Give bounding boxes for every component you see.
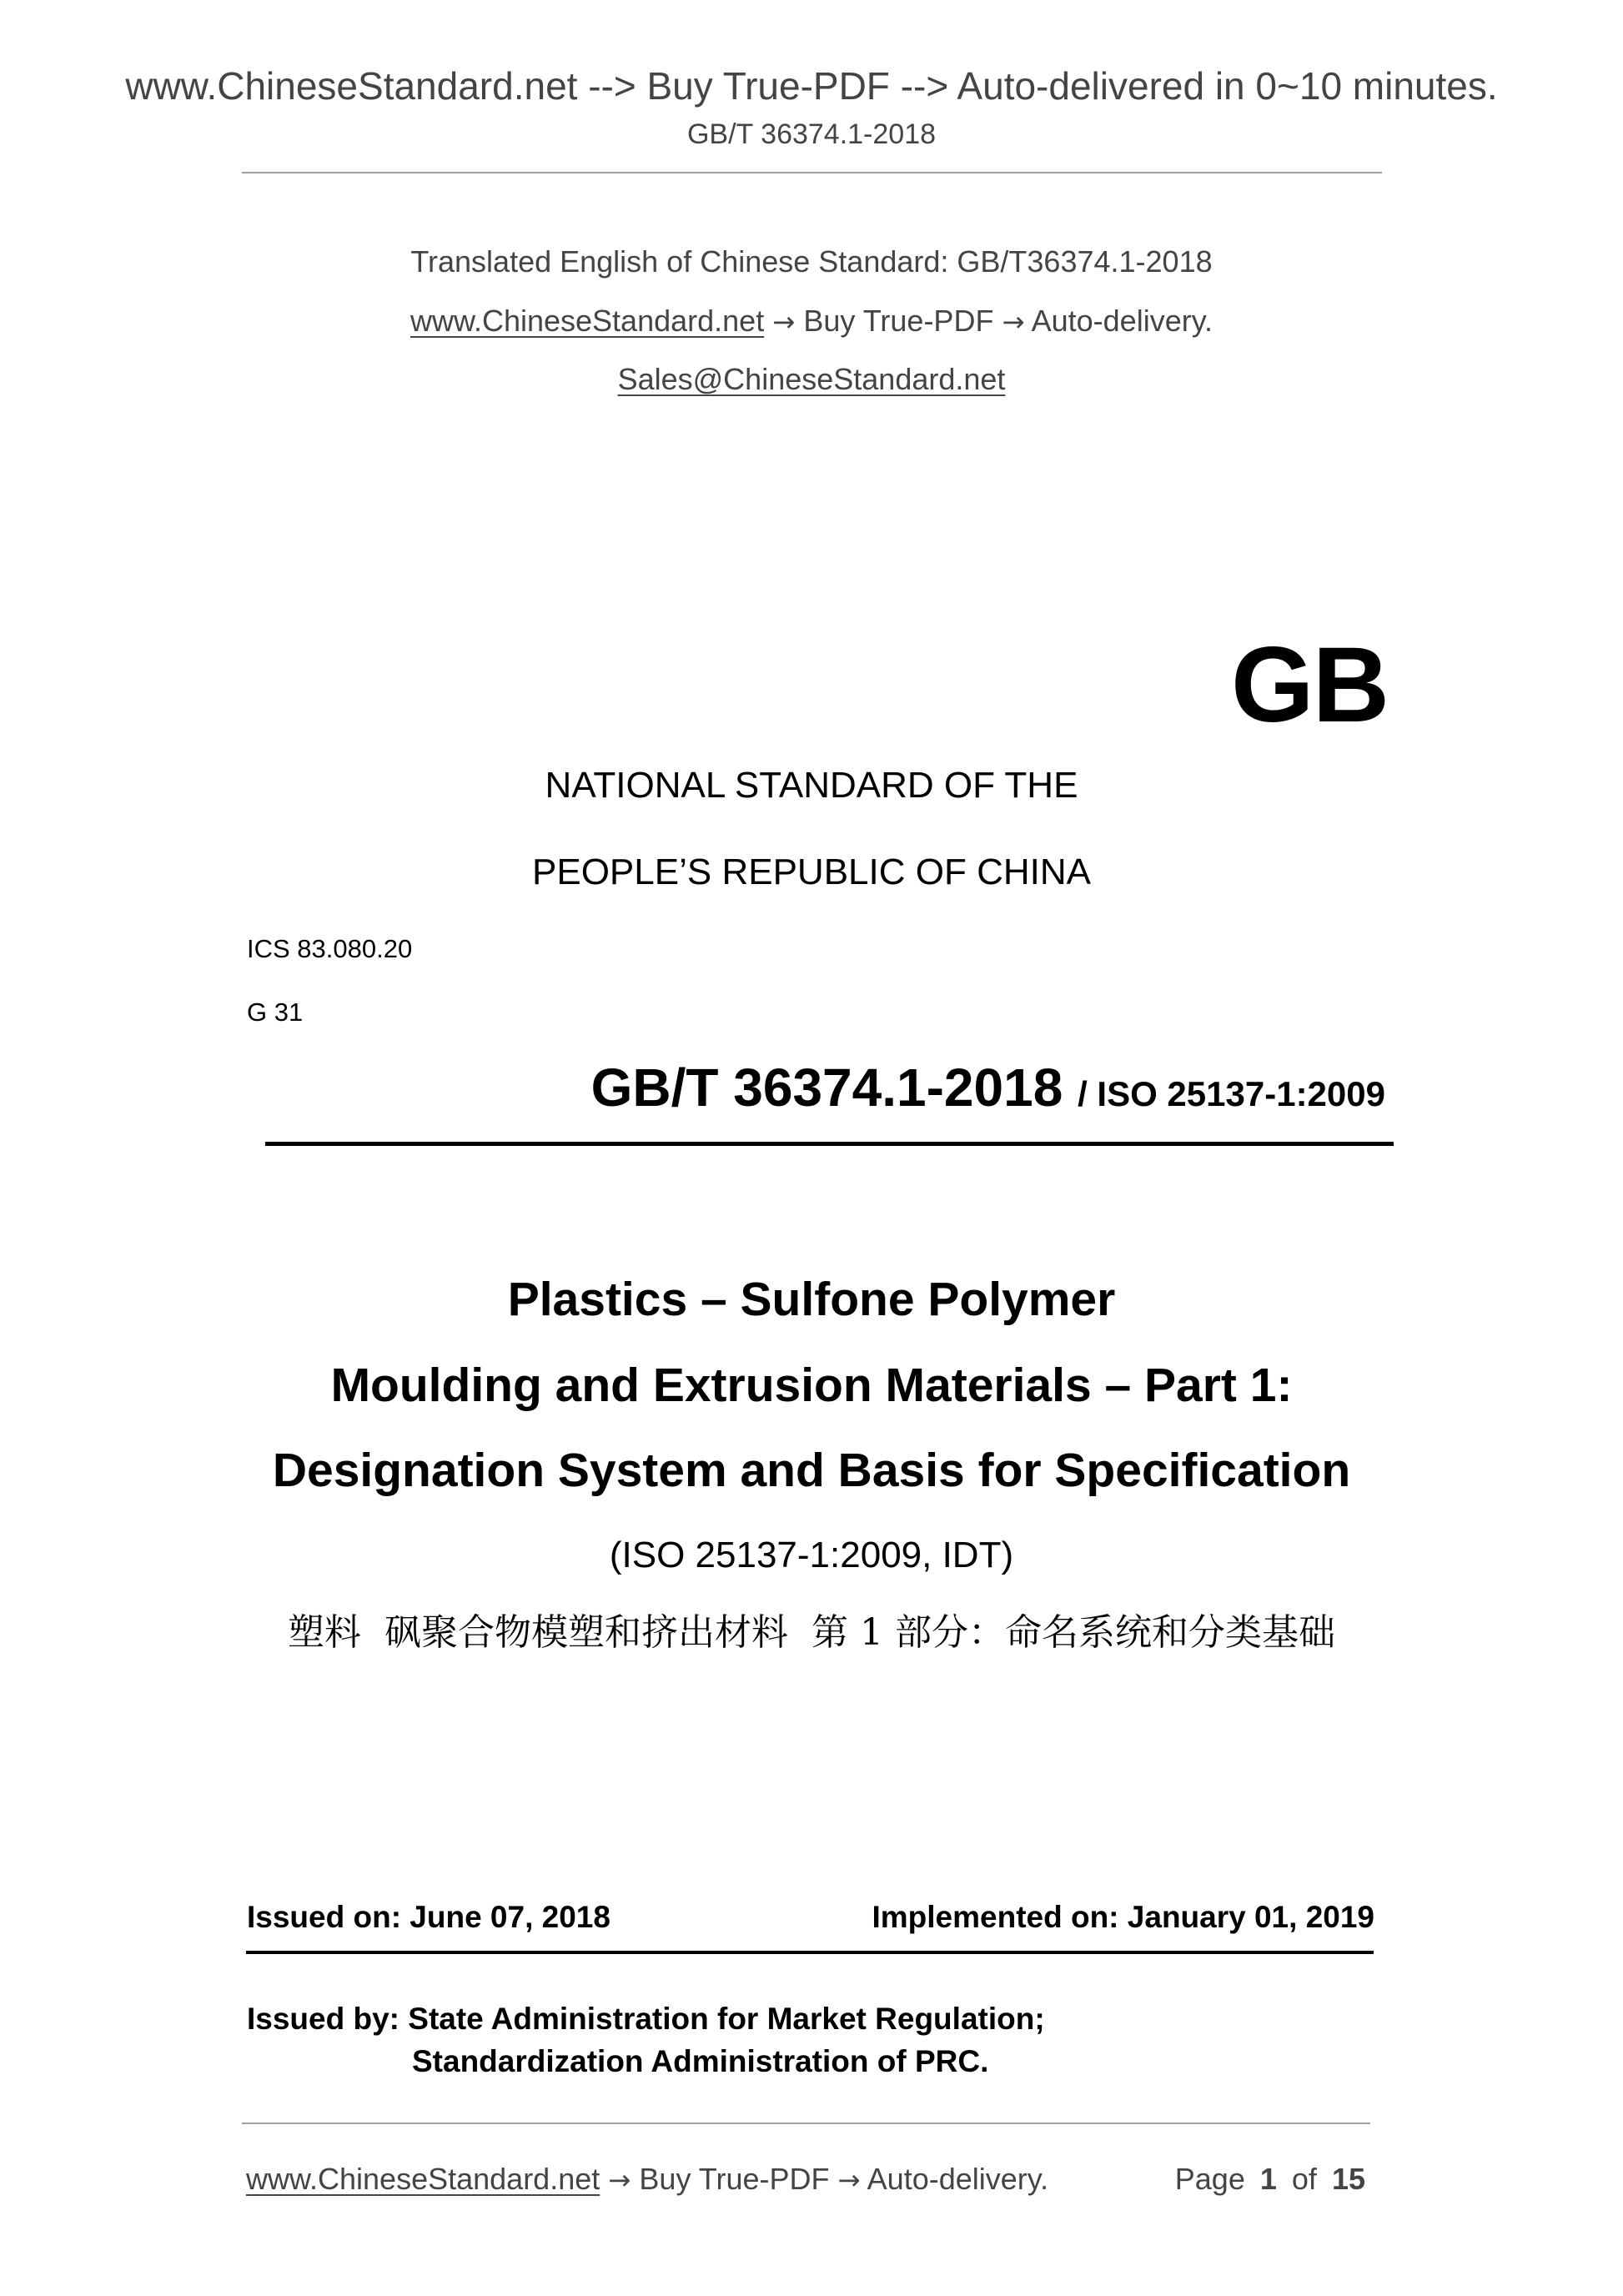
header-promo-line: www.ChineseStandard.net --> Buy True-PDF --> Auto-delivered in 0~10 minutes. [125, 64, 1498, 108]
footer-buy-label: Buy True-PDF [639, 2162, 830, 2196]
buy-label: Buy True-PDF [803, 304, 994, 338]
issued-on: Issued on: June 07, 2018 [247, 1900, 611, 1934]
ccs-code: G 31 [247, 997, 304, 1027]
standard-number: GB/T 36374.1-2018 [590, 1058, 1063, 1118]
site-link[interactable]: www.ChineseStandard.net [410, 304, 765, 338]
arrow-right-icon: → [608, 2164, 631, 2196]
arrow-right-icon: → [772, 306, 796, 338]
title-line1: Plastics – Sulfone Polymer [507, 1273, 1116, 1326]
chinese-title: 塑料 砜聚合物模塑和挤出材料 第 1 部分：命名系统和分类基础 [288, 1611, 1335, 1654]
issued-by-line1 [247, 2003, 1045, 2034]
page-indicator [1175, 2164, 1365, 2194]
dates-rule [246, 1951, 1374, 1954]
page-total: 15 [1331, 2162, 1365, 2196]
page-label: Page [1174, 2162, 1245, 2196]
title-line2: Moulding and Extrusion Materials – Part 1: [330, 1359, 1293, 1412]
arrow-right-icon: → [1002, 306, 1025, 338]
footer-divider [242, 2123, 1370, 2124]
standard-number-rule [265, 1142, 1394, 1146]
arrow-right-icon: → [837, 2164, 861, 2196]
issuer-name-1: State Administration for Market Regulation; [408, 2002, 1045, 2036]
page-current: 1 [1259, 2162, 1277, 2196]
ics-code: ICS 83.080.20 [247, 934, 413, 963]
intro-links-line [0, 306, 1623, 336]
delivery-label: Auto-delivery. [1031, 304, 1213, 338]
email-line [0, 364, 1623, 394]
issued-by-label: Issued by: [247, 2002, 399, 2036]
page-of-label: of [1291, 2162, 1317, 2196]
translated-line: Translated English of Chinese Standard: GB/T36374.1-2018 [410, 244, 1213, 279]
footer-site-link[interactable]: www.ChineseStandard.net [246, 2162, 600, 2196]
footer-links [246, 2164, 1048, 2194]
iso-idt: (ISO 25137-1:2009, IDT) [609, 1535, 1014, 1575]
header-doc-code: GB/T 36374.1-2018 [686, 118, 937, 150]
issued-by-line2: Standardization Administration of PRC. [412, 2044, 989, 2078]
implemented-on: Implemented on: January 01, 2019 [872, 1900, 1374, 1934]
email-link[interactable]: Sales@ChineseStandard.net [617, 362, 1006, 396]
gb-logo: GB [1231, 625, 1388, 745]
title-line3: Designation System and Basis for Specification [272, 1444, 1351, 1497]
header-divider [242, 172, 1382, 173]
footer-delivery-label: Auto-delivery. [867, 2162, 1049, 2196]
standard-number-line [590, 1058, 1385, 1118]
iso-equivalent: / ISO 25137-1:2009 [1078, 1074, 1385, 1113]
national-standard-line2: PEOPLE’S REPUBLIC OF CHINA [532, 852, 1091, 892]
national-standard-line1: NATIONAL STANDARD OF THE [545, 765, 1078, 806]
